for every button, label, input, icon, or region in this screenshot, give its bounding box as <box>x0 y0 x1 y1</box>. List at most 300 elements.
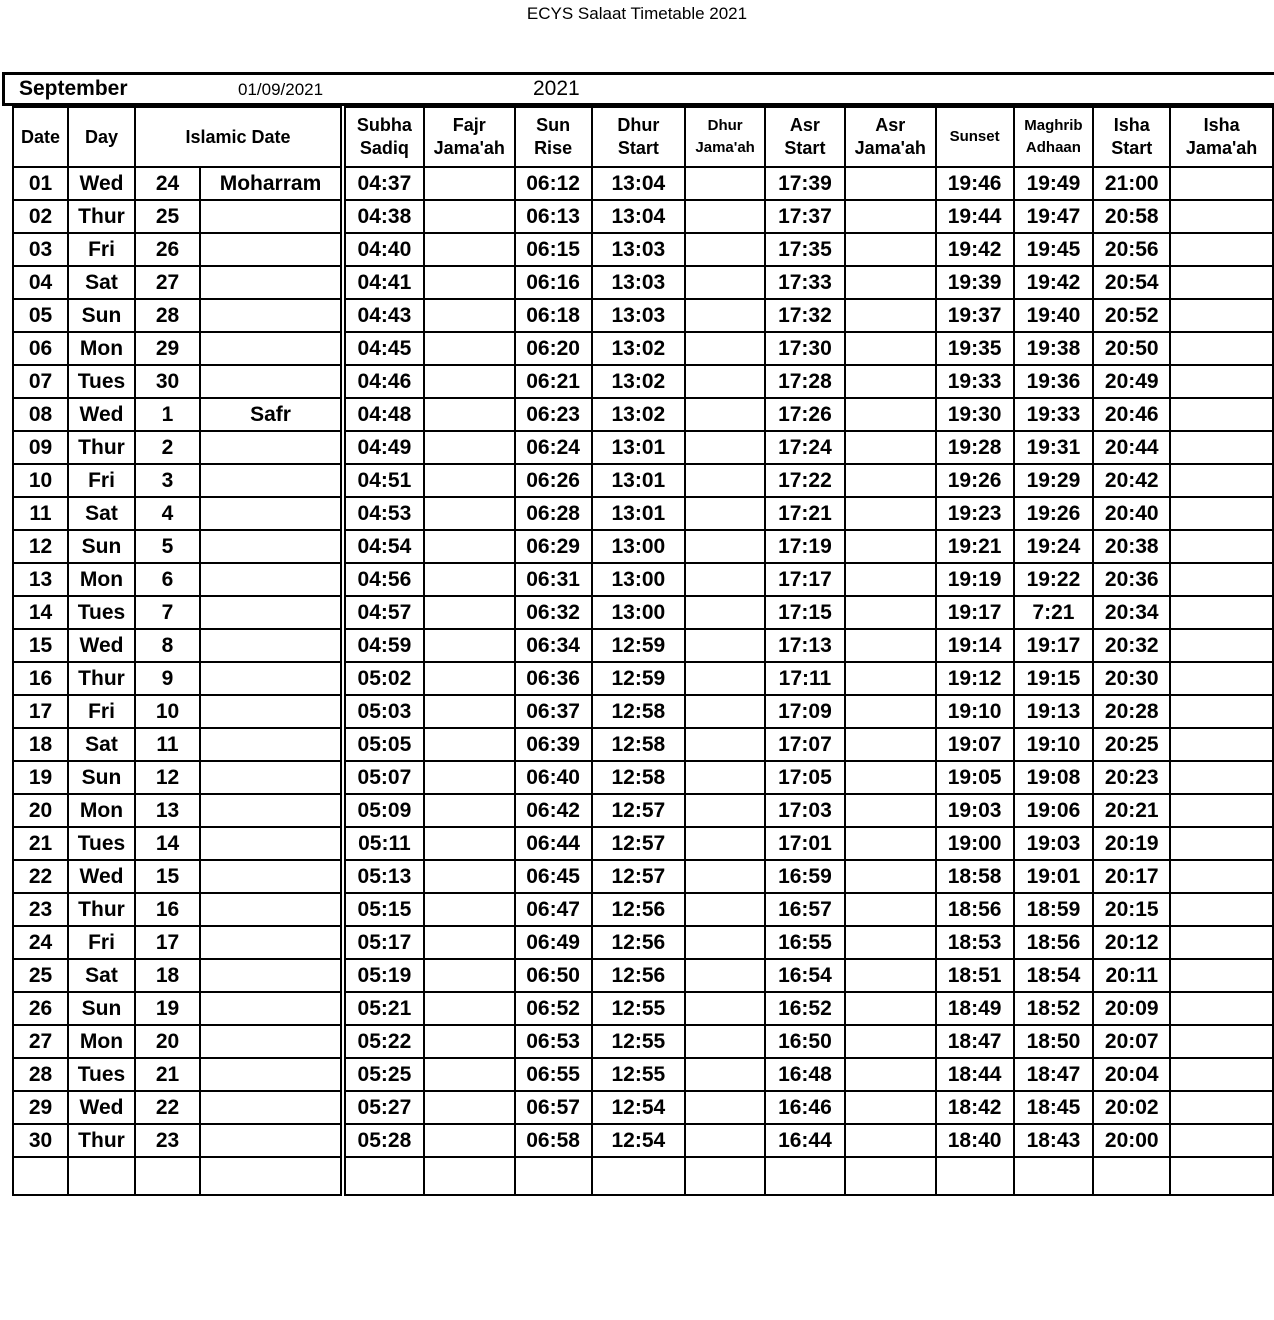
cell-subha-sadiq: 04:57 <box>345 596 424 629</box>
cell-subha-sadiq: 04:38 <box>345 200 424 233</box>
cell-sunrise: 06:55 <box>515 1058 592 1091</box>
cell-sunset <box>936 1157 1014 1195</box>
cell-dhur-start: 13:00 <box>592 530 686 563</box>
cell-asr-start: 16:57 <box>765 893 845 926</box>
cell-dhur-start: 12:55 <box>592 992 686 1025</box>
cell-date: 24 <box>13 926 68 959</box>
table-row <box>13 1124 341 1157</box>
cell-asr-jamaah <box>845 398 936 431</box>
cell-dhur-start: 12:55 <box>592 1058 686 1091</box>
table-row <box>13 761 341 794</box>
cell-asr-start: 17:33 <box>765 266 845 299</box>
cell-date: 30 <box>13 1124 68 1157</box>
cell-sunset: 19:23 <box>936 497 1014 530</box>
cell-hijri-month <box>200 266 341 299</box>
cell-date: 09 <box>13 431 68 464</box>
cell-fajr-jamaah <box>424 1091 515 1124</box>
cell-hijri-month <box>200 1025 341 1058</box>
cell-hijri-month <box>200 1157 341 1195</box>
cell-isha-start: 20:54 <box>1093 266 1170 299</box>
cell-date: 26 <box>13 992 68 1025</box>
cell-asr-jamaah <box>845 761 936 794</box>
cell-day: Sat <box>68 497 135 530</box>
cell-sunrise: 06:49 <box>515 926 592 959</box>
cell-date: 23 <box>13 893 68 926</box>
cell-hijri-day: 28 <box>135 299 200 332</box>
cell-hijri-month <box>200 464 341 497</box>
cell-isha-start: 20:56 <box>1093 233 1170 266</box>
cell-fajr-jamaah <box>424 596 515 629</box>
cell-isha-start: 20:32 <box>1093 629 1170 662</box>
cell-dhur-start: 13:04 <box>592 167 686 200</box>
cell-sunset: 18:49 <box>936 992 1014 1025</box>
cell-subha-sadiq: 05:17 <box>345 926 424 959</box>
cell-hijri-month <box>200 992 341 1025</box>
cell-date: 21 <box>13 827 68 860</box>
page-title: ECYS Salaat Timetable 2021 <box>526 4 748 23</box>
table-row <box>13 464 341 497</box>
times-table-body <box>345 107 1273 1195</box>
cell-date: 27 <box>13 1025 68 1058</box>
cell-fajr-jamaah <box>424 464 515 497</box>
cell-hijri-day: 19 <box>135 992 200 1025</box>
cell-sunset: 18:40 <box>936 1124 1014 1157</box>
cell-isha-start: 20:04 <box>1093 1058 1170 1091</box>
cell-isha-jamaah <box>1170 398 1273 431</box>
cell-day: Fri <box>68 926 135 959</box>
table-row <box>13 992 341 1025</box>
cell-isha-start: 20:02 <box>1093 1091 1170 1124</box>
cell-fajr-jamaah <box>424 563 515 596</box>
cell-maghrib: 19:31 <box>1014 431 1094 464</box>
cell-isha-jamaah <box>1170 959 1273 992</box>
cell-isha-start: 20:44 <box>1093 431 1170 464</box>
cell-hijri-month <box>200 761 341 794</box>
table-row <box>13 332 341 365</box>
cell-isha-jamaah <box>1170 497 1273 530</box>
cell-asr-jamaah <box>845 1157 936 1195</box>
cell-dhur-jamaah <box>685 926 765 959</box>
cell-asr-jamaah <box>845 926 936 959</box>
cell-isha-start: 20:21 <box>1093 794 1170 827</box>
table-row <box>345 563 1273 596</box>
cell-isha-start: 21:00 <box>1093 167 1170 200</box>
cell-dhur-jamaah <box>685 629 765 662</box>
cell-hijri-month <box>200 1091 341 1124</box>
header-asr-line2: Start <box>784 138 826 158</box>
cell-hijri-day: 20 <box>135 1025 200 1058</box>
cell-maghrib: 19:38 <box>1014 332 1094 365</box>
cell-isha-jamaah <box>1170 200 1273 233</box>
table-row <box>13 596 341 629</box>
cell-dhur-start: 12:54 <box>592 1124 686 1157</box>
cell-dhur-start: 13:01 <box>592 497 686 530</box>
cell-sunrise: 06:45 <box>515 860 592 893</box>
cell-maghrib: 18:50 <box>1014 1025 1094 1058</box>
cell-sunset: 19:44 <box>936 200 1014 233</box>
cell-date: 18 <box>13 728 68 761</box>
cell-maghrib: 19:03 <box>1014 827 1094 860</box>
header-fajr-jamaah <box>424 107 515 167</box>
cell-dhur-jamaah <box>685 299 765 332</box>
cell-maghrib: 18:45 <box>1014 1091 1094 1124</box>
cell-sunrise: 06:28 <box>515 497 592 530</box>
cell-sunset: 19:42 <box>936 233 1014 266</box>
cell-hijri-day: 15 <box>135 860 200 893</box>
header-ishaj-line1: Isha <box>1203 115 1240 135</box>
cell-dhur-start: 12:56 <box>592 893 686 926</box>
cell-dhur-jamaah <box>685 431 765 464</box>
cell-hijri-day: 13 <box>135 794 200 827</box>
cell-maghrib: 19:24 <box>1014 530 1094 563</box>
cell-asr-start: 17:24 <box>765 431 845 464</box>
cell-subha-sadiq: 04:51 <box>345 464 424 497</box>
cell-asr-jamaah <box>845 794 936 827</box>
top-rule <box>2 72 1274 75</box>
cell-day: Tues <box>68 596 135 629</box>
cell-subha-sadiq: 04:37 <box>345 167 424 200</box>
cell-day: Sun <box>68 761 135 794</box>
cell-isha-start: 20:00 <box>1093 1124 1170 1157</box>
cell-isha-start: 20:19 <box>1093 827 1170 860</box>
cell-dhur-jamaah <box>685 827 765 860</box>
cell-date: 25 <box>13 959 68 992</box>
cell-dhur-jamaah <box>685 398 765 431</box>
cell-day: Wed <box>68 398 135 431</box>
cell-subha-sadiq: 05:15 <box>345 893 424 926</box>
table-row <box>13 167 341 200</box>
cell-dhur-jamaah <box>685 761 765 794</box>
cell-sunrise: 06:36 <box>515 662 592 695</box>
cell-day: Sun <box>68 992 135 1025</box>
table-row <box>345 332 1273 365</box>
cell-isha-jamaah <box>1170 629 1273 662</box>
cell-fajr-jamaah <box>424 761 515 794</box>
cell-hijri-day: 26 <box>135 233 200 266</box>
cell-dhur-jamaah <box>685 794 765 827</box>
table-row <box>13 860 341 893</box>
cell-day: Sat <box>68 728 135 761</box>
header-asr-jamaah <box>845 107 936 167</box>
cell-asr-jamaah <box>845 497 936 530</box>
cell-date: 07 <box>13 365 68 398</box>
cell-dhur-start: 12:54 <box>592 1091 686 1124</box>
cell-sunset: 18:42 <box>936 1091 1014 1124</box>
cell-sunrise: 06:47 <box>515 893 592 926</box>
cell-hijri-day <box>135 1157 200 1195</box>
cell-hijri-month <box>200 893 341 926</box>
cell-hijri-day: 14 <box>135 827 200 860</box>
cell-sunset: 19:30 <box>936 398 1014 431</box>
cell-dhur-start: 12:58 <box>592 728 686 761</box>
cell-fajr-jamaah <box>424 530 515 563</box>
cell-isha-jamaah <box>1170 332 1273 365</box>
cell-day: Fri <box>68 695 135 728</box>
cell-sunset: 18:44 <box>936 1058 1014 1091</box>
cell-isha-jamaah <box>1170 926 1273 959</box>
table-row <box>13 233 341 266</box>
cell-sunrise: 06:37 <box>515 695 592 728</box>
cell-hijri-day: 4 <box>135 497 200 530</box>
cell-asr-start: 17:17 <box>765 563 845 596</box>
cell-isha-start: 20:15 <box>1093 893 1170 926</box>
cell-hijri-day: 22 <box>135 1091 200 1124</box>
cell-dhur-jamaah <box>685 167 765 200</box>
cell-sunrise: 06:24 <box>515 431 592 464</box>
cell-hijri-month <box>200 728 341 761</box>
cell-sunset: 19:35 <box>936 332 1014 365</box>
cell-dhur-jamaah <box>685 332 765 365</box>
cell-fajr-jamaah <box>424 695 515 728</box>
cell-sunset: 19:33 <box>936 365 1014 398</box>
cell-fajr-jamaah <box>424 893 515 926</box>
cell-sunrise: 06:39 <box>515 728 592 761</box>
cell-hijri-day: 5 <box>135 530 200 563</box>
cell-dhur-jamaah <box>685 233 765 266</box>
cell-hijri-month <box>200 431 341 464</box>
cell-dhur-jamaah <box>685 992 765 1025</box>
cell-dhur-jamaah <box>685 200 765 233</box>
table-row <box>13 530 341 563</box>
cell-asr-start: 17:39 <box>765 167 845 200</box>
cell-maghrib: 18:59 <box>1014 893 1094 926</box>
cell-asr-start: 16:55 <box>765 926 845 959</box>
header-maghrib-line2: Adhaan <box>1025 139 1081 156</box>
cell-hijri-day: 6 <box>135 563 200 596</box>
header-fajr-line1: Fajr <box>452 115 486 135</box>
cell-fajr-jamaah <box>424 233 515 266</box>
cell-hijri-month <box>200 530 341 563</box>
cell-hijri-day: 23 <box>135 1124 200 1157</box>
cell-fajr-jamaah <box>424 332 515 365</box>
cell-fajr-jamaah <box>424 926 515 959</box>
table-row <box>13 1058 341 1091</box>
table-row <box>13 794 341 827</box>
cell-asr-start: 16:44 <box>765 1124 845 1157</box>
cell-hijri-day: 29 <box>135 332 200 365</box>
cell-sunset: 19:21 <box>936 530 1014 563</box>
header-isha-line2: Start <box>1111 138 1153 158</box>
cell-asr-jamaah <box>845 233 936 266</box>
cell-isha-jamaah <box>1170 728 1273 761</box>
cell-asr-jamaah <box>845 959 936 992</box>
cell-hijri-day: 24 <box>135 167 200 200</box>
cell-isha-start: 20:34 <box>1093 596 1170 629</box>
cell-asr-jamaah <box>845 365 936 398</box>
cell-dhur-start: 12:57 <box>592 860 686 893</box>
cell-hijri-month <box>200 629 341 662</box>
cell-asr-jamaah <box>845 1025 936 1058</box>
cell-sunset: 18:53 <box>936 926 1014 959</box>
cell-isha-start: 20:52 <box>1093 299 1170 332</box>
cell-fajr-jamaah <box>424 959 515 992</box>
cell-asr-jamaah <box>845 299 936 332</box>
cell-isha-jamaah <box>1170 1025 1273 1058</box>
cell-day: Thur <box>68 431 135 464</box>
cell-hijri-day: 8 <box>135 629 200 662</box>
cell-asr-start: 17:01 <box>765 827 845 860</box>
cell-hijri-day: 12 <box>135 761 200 794</box>
cell-asr-jamaah <box>845 695 936 728</box>
cell-isha-jamaah <box>1170 827 1273 860</box>
table-row <box>345 365 1273 398</box>
cell-fajr-jamaah <box>424 992 515 1025</box>
cell-asr-start: 16:52 <box>765 992 845 1025</box>
table-row <box>345 959 1273 992</box>
cell-hijri-month <box>200 827 341 860</box>
table-row <box>345 926 1273 959</box>
cell-fajr-jamaah <box>424 794 515 827</box>
cell-subha-sadiq: 05:11 <box>345 827 424 860</box>
cell-hijri-day: 7 <box>135 596 200 629</box>
cell-hijri-month <box>200 959 341 992</box>
cell-maghrib: 18:52 <box>1014 992 1094 1025</box>
cell-subha-sadiq: 05:09 <box>345 794 424 827</box>
cell-hijri-month <box>200 563 341 596</box>
table-row <box>345 1124 1273 1157</box>
cell-asr-jamaah <box>845 167 936 200</box>
cell-subha-sadiq: 05:07 <box>345 761 424 794</box>
header-sunset: Sunset <box>936 107 1014 167</box>
cell-asr-jamaah <box>845 629 936 662</box>
cell-asr-start: 17:13 <box>765 629 845 662</box>
table-row <box>345 1058 1273 1091</box>
cell-day: Wed <box>68 1091 135 1124</box>
cell-dhur-start: 12:57 <box>592 827 686 860</box>
cell-day: Fri <box>68 464 135 497</box>
cell-dhur-start: 12:55 <box>592 1025 686 1058</box>
cell-maghrib: 18:47 <box>1014 1058 1094 1091</box>
cell-sunset: 19:14 <box>936 629 1014 662</box>
cell-maghrib: 7:21 <box>1014 596 1094 629</box>
cell-date: 04 <box>13 266 68 299</box>
cell-dhur-jamaah <box>685 959 765 992</box>
table-row <box>345 167 1273 200</box>
table-row <box>13 431 341 464</box>
cell-day: Tues <box>68 827 135 860</box>
cell-sunrise: 06:20 <box>515 332 592 365</box>
cell-sunrise: 06:21 <box>515 365 592 398</box>
cell-sunrise: 06:53 <box>515 1025 592 1058</box>
cell-fajr-jamaah <box>424 860 515 893</box>
cell-asr-jamaah <box>845 1091 936 1124</box>
cell-asr-jamaah <box>845 827 936 860</box>
cell-date: 12 <box>13 530 68 563</box>
cell-fajr-jamaah <box>424 1058 515 1091</box>
cell-sunset: 19:00 <box>936 827 1014 860</box>
cell-fajr-jamaah <box>424 365 515 398</box>
cell-dhur-jamaah <box>685 1091 765 1124</box>
cell-asr-jamaah <box>845 266 936 299</box>
table-row <box>345 299 1273 332</box>
cell-hijri-month <box>200 1124 341 1157</box>
cell-asr-jamaah <box>845 728 936 761</box>
cell-isha-start: 20:07 <box>1093 1025 1170 1058</box>
cell-maghrib: 19:45 <box>1014 233 1094 266</box>
cell-isha-jamaah <box>1170 893 1273 926</box>
table-row <box>13 563 341 596</box>
table-row <box>345 464 1273 497</box>
cell-hijri-month <box>200 662 341 695</box>
cell-dhur-jamaah <box>685 266 765 299</box>
cell-fajr-jamaah <box>424 497 515 530</box>
cell-subha-sadiq: 05:13 <box>345 860 424 893</box>
cell-isha-start: 20:28 <box>1093 695 1170 728</box>
cell-asr-start: 17:11 <box>765 662 845 695</box>
cell-date: 11 <box>13 497 68 530</box>
cell-subha-sadiq: 04:45 <box>345 332 424 365</box>
cell-day: Thur <box>68 893 135 926</box>
cell-sunrise: 06:18 <box>515 299 592 332</box>
cell-dhur-start: 12:56 <box>592 959 686 992</box>
cell-hijri-month <box>200 596 341 629</box>
cell-maghrib: 19:17 <box>1014 629 1094 662</box>
header-maghrib-adhaan <box>1014 107 1094 167</box>
header-asr-line1: Asr <box>789 115 820 135</box>
cell-asr-start: 17:26 <box>765 398 845 431</box>
cell-dhur-start <box>592 1157 686 1195</box>
header-dhur-start <box>592 107 686 167</box>
cell-asr-start: 17:05 <box>765 761 845 794</box>
cell-dhur-start: 13:02 <box>592 398 686 431</box>
cell-asr-start: 16:48 <box>765 1058 845 1091</box>
cell-dhur-start: 13:00 <box>592 563 686 596</box>
cell-subha-sadiq <box>345 1157 424 1195</box>
cell-sunset: 19:03 <box>936 794 1014 827</box>
cell-subha-sadiq: 05:05 <box>345 728 424 761</box>
header-sun-rise <box>515 107 592 167</box>
cell-fajr-jamaah <box>424 431 515 464</box>
cell-dhur-jamaah <box>685 596 765 629</box>
cell-dhur-start: 12:59 <box>592 662 686 695</box>
cell-date: 05 <box>13 299 68 332</box>
month-label: September <box>19 77 128 100</box>
table-row <box>345 233 1273 266</box>
cell-hijri-month <box>200 233 341 266</box>
cell-dhur-jamaah <box>685 464 765 497</box>
cell-date: 20 <box>13 794 68 827</box>
cell-asr-jamaah <box>845 596 936 629</box>
cell-dhur-start: 12:57 <box>592 794 686 827</box>
cell-sunset: 19:12 <box>936 662 1014 695</box>
cell-hijri-month <box>200 695 341 728</box>
cell-dhur-jamaah <box>685 497 765 530</box>
cell-day: Sun <box>68 299 135 332</box>
cell-asr-start: 17:22 <box>765 464 845 497</box>
cell-maghrib: 19:36 <box>1014 365 1094 398</box>
cell-sunset: 19:39 <box>936 266 1014 299</box>
cell-isha-start: 20:42 <box>1093 464 1170 497</box>
cell-sunrise: 06:26 <box>515 464 592 497</box>
cell-sunset: 19:46 <box>936 167 1014 200</box>
cell-asr-jamaah <box>845 662 936 695</box>
table-row <box>345 893 1273 926</box>
cell-asr-jamaah <box>845 860 936 893</box>
header-date: Date <box>13 107 68 167</box>
table-row <box>13 398 341 431</box>
header-dhurj-line1: Dhur <box>707 117 743 134</box>
cell-fajr-jamaah <box>424 1025 515 1058</box>
cell-asr-start: 17:30 <box>765 332 845 365</box>
cell-asr-start: 17:35 <box>765 233 845 266</box>
cell-subha-sadiq: 05:25 <box>345 1058 424 1091</box>
cell-subha-sadiq: 04:46 <box>345 365 424 398</box>
cell-date: 22 <box>13 860 68 893</box>
header-isha-line1: Isha <box>1113 115 1150 135</box>
cell-sunrise: 06:40 <box>515 761 592 794</box>
cell-asr-jamaah <box>845 1058 936 1091</box>
header-day: Day <box>68 107 135 167</box>
